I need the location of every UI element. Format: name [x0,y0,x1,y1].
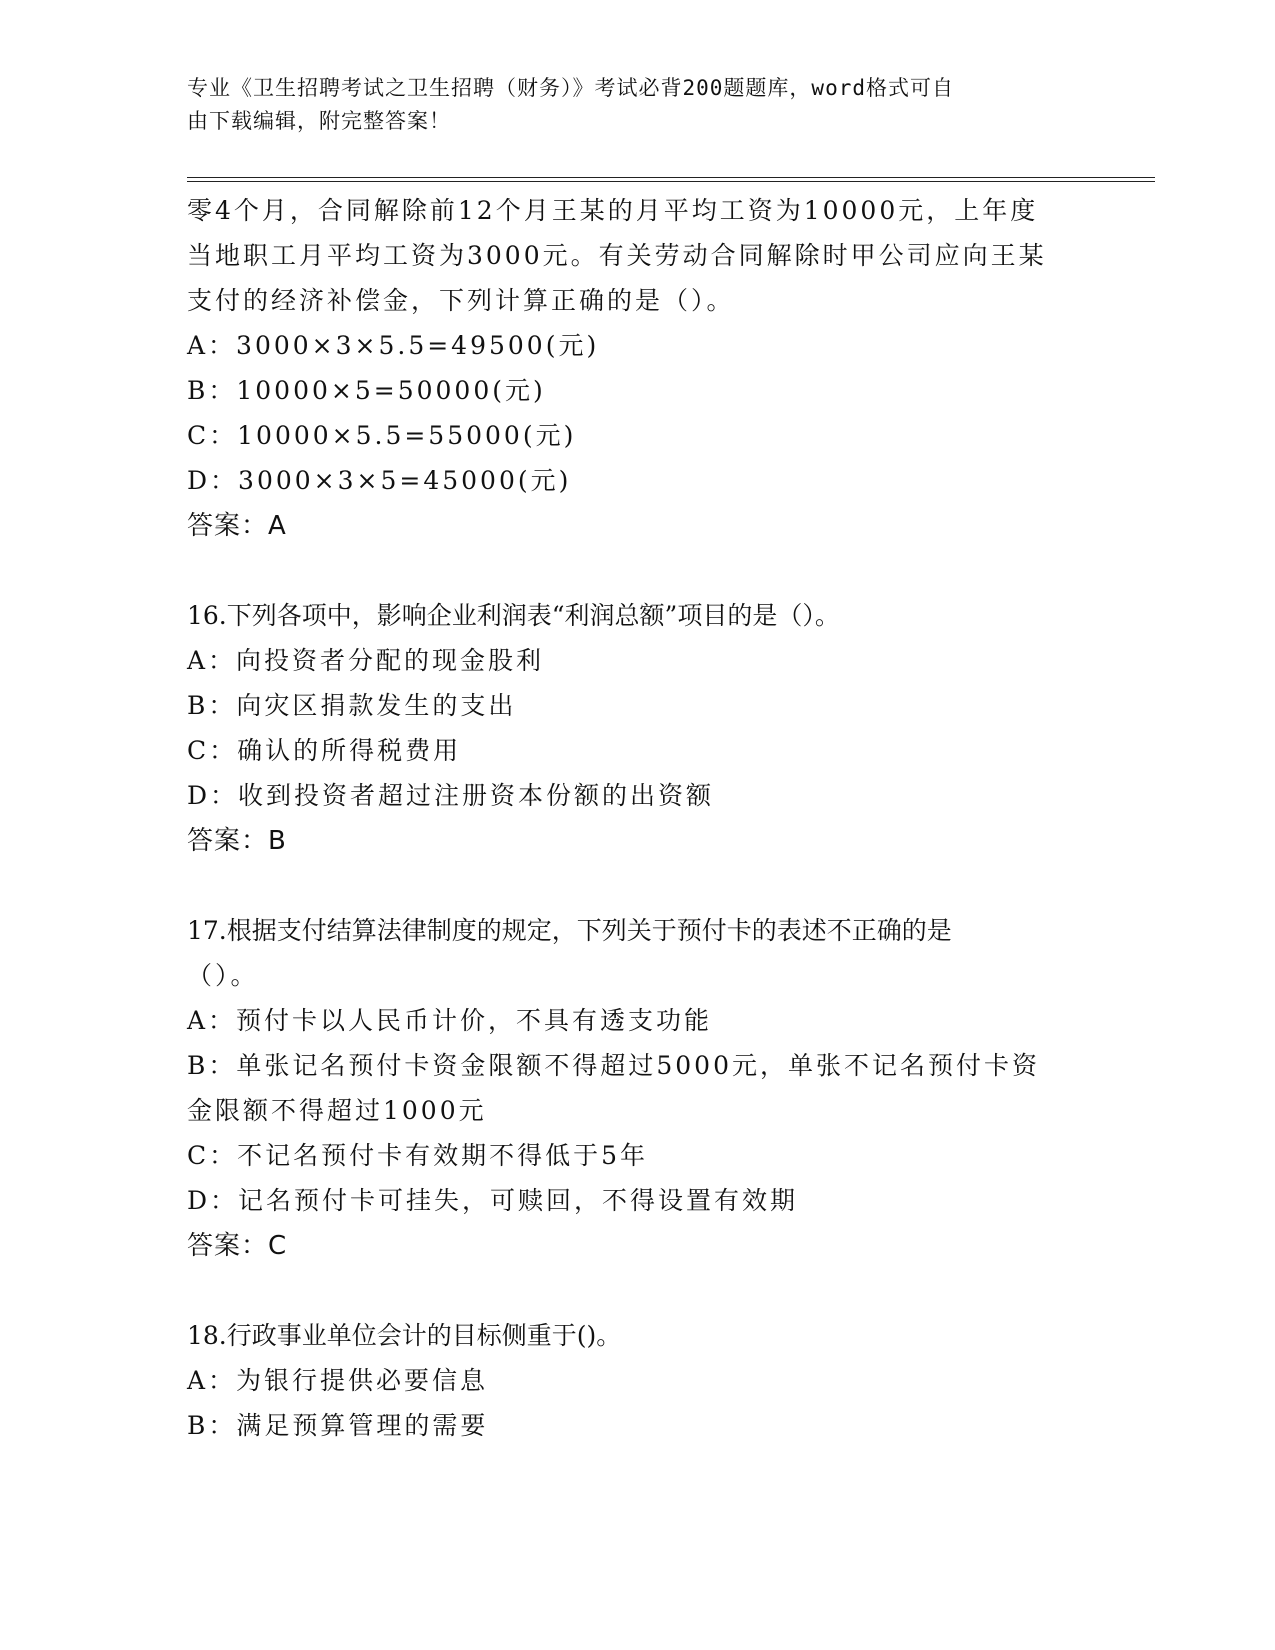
question-stem-line: 18.行政事业单位会计的目标侧重于()。 [187,1321,622,1350]
option-a: A：为银行提供必要信息 [187,1366,489,1395]
question-stem-line: （）。 [187,961,259,990]
question-17 [187,908,1077,1269]
header-title-line-2: 由下载编辑，附完整答案！ [187,109,451,133]
question-16 [187,593,1077,864]
option-b: B：单张记名预付卡资金限额不得超过5000元，单张不记名预付卡资 [187,1051,1040,1080]
spacer [187,1269,1077,1313]
answer-line: 答案：A [187,511,287,541]
question-stem-line: 支付的经济补偿金，下列计算正确的是（）。 [187,286,735,315]
option-a: A：预付卡以人民币计价，不具有透支功能 [187,1006,713,1035]
header-divider [187,177,1155,182]
option-a: A：向投资者分配的现金股利 [187,646,545,675]
answer-line: 答案：B [187,826,287,856]
option-d: D：记名预付卡可挂失，可赎回，不得设置有效期 [187,1186,799,1215]
question-15 [187,188,1077,549]
spacer [187,549,1077,593]
option-c: C：确认的所得税费用 [187,736,462,765]
header-title-line-1: 专业《卫生招聘考试之卫生招聘（财务）》考试必背200题题库，word格式可自 [187,76,954,100]
option-d: D：3000×3×5=45000(元) [187,466,572,495]
question-stem-line: 16.下列各项中，影响企业利润表“利润总额”项目的是（）。 [187,601,840,630]
question-stem-line: 零4个月，合同解除前12个月王某的月平均工资为10000元，上年度 [187,196,1039,225]
question-18 [187,1313,1077,1448]
page-header [187,72,1067,138]
option-a: A：3000×3×5.5=49500(元) [187,331,600,360]
question-stem-line: 17.根据支付结算法律制度的规定，下列关于预付卡的表述不正确的是 [187,916,952,945]
option-b: B：10000×5=50000(元) [187,376,546,405]
spacer [187,864,1077,908]
option-b-continued: 金限额不得超过1000元 [187,1096,487,1125]
answer-line: 答案：C [187,1231,288,1261]
option-c: C：10000×5.5=55000(元) [187,421,577,450]
question-stem-line: 当地职工月平均工资为3000元。有关劳动合同解除时甲公司应向王某 [187,241,1047,270]
option-c: C：不记名预付卡有效期不得低于5年 [187,1141,649,1170]
option-d: D：收到投资者超过注册资本份额的出资额 [187,781,715,810]
question-list [187,188,1077,1448]
option-b: B：满足预算管理的需要 [187,1411,489,1440]
option-b: B：向灾区捐款发生的支出 [187,691,517,720]
